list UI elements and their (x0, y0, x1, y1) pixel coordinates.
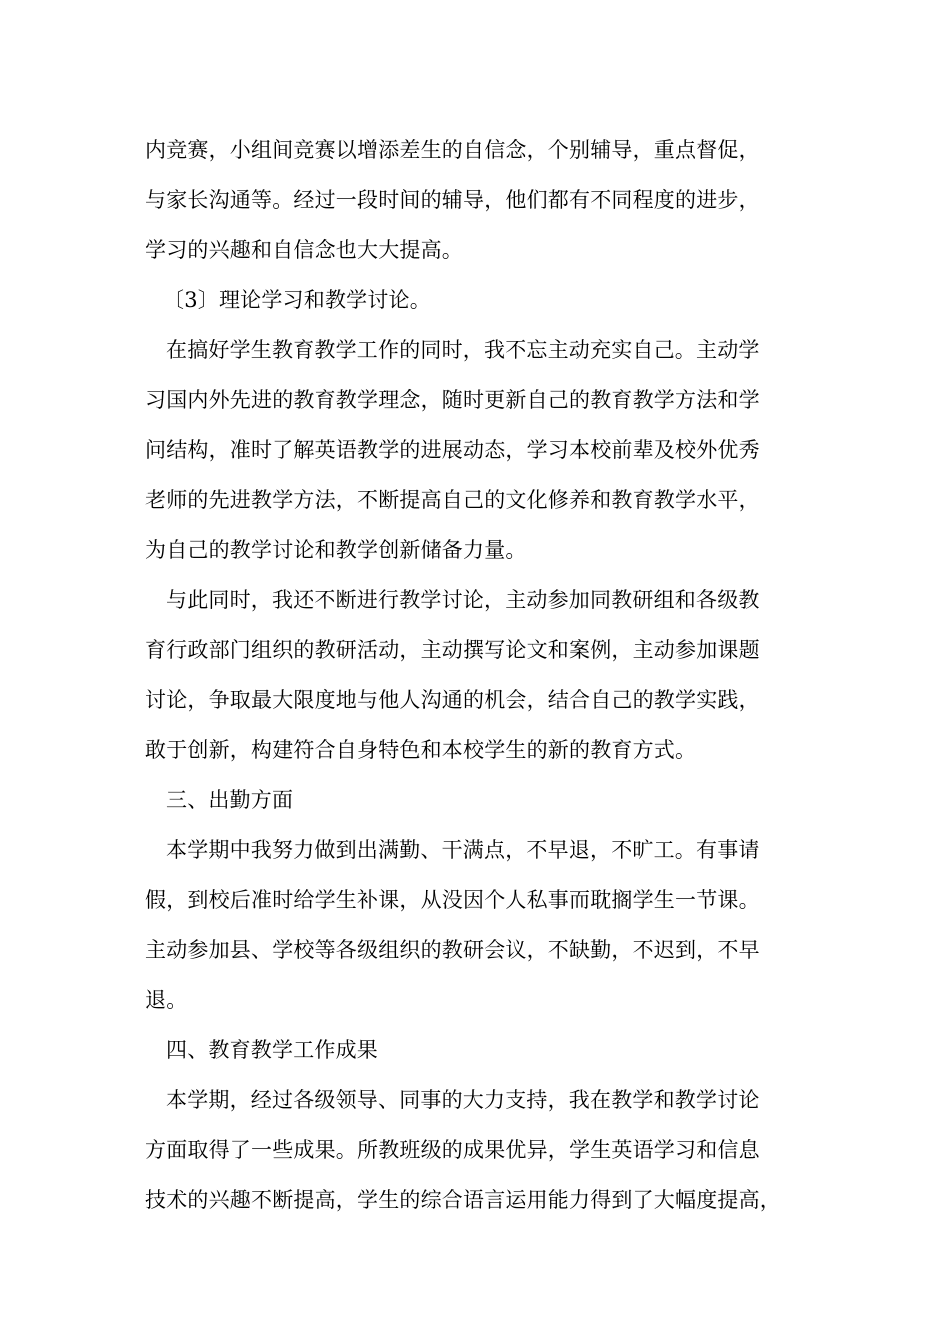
text-line: 老师的先进教学方法，不断提高自己的文化修养和教育教学水平， (145, 488, 760, 512)
text-line: 假，到校后准时给学生补课，从没因个人私事而耽搁学生一节课。 (145, 888, 760, 912)
section-heading: 四、教育教学工作成果 (166, 1038, 378, 1062)
text-line: 问结构，准时了解英语教学的进展动态，学习本校前辈及校外优秀 (145, 438, 760, 462)
text-line: 讨论，争取最大限度地与他人沟通的机会，结合自己的教学实践， (145, 688, 760, 712)
text-line: 学习的兴趣和自信念也大大提高。 (145, 238, 463, 262)
text-line: 方面取得了一些成果。所教班级的成果优异，学生英语学习和信息 (145, 1138, 760, 1162)
text-line: 技术的兴趣不断提高，学生的综合语言运用能力得到了大幅度提高， (145, 1188, 781, 1212)
section-heading: 〔3〕理论学习和教学讨论。 (163, 288, 431, 312)
text-line: 内竞赛，小组间竞赛以增添差生的自信念，个别辅导，重点督促， (145, 138, 760, 162)
text-line: 育行政部门组织的教研活动，主动撰写论文和案例，主动参加课题 (145, 638, 760, 662)
text-line: 与此同时，我还不断进行教学讨论，主动参加同教研组和各级教 (166, 588, 760, 612)
text-line: 敢于创新，构建符合自身特色和本校学生的新的教育方式。 (145, 738, 697, 762)
text-line: 与家长沟通等。经过一段时间的辅导，他们都有不同程度的进步， (145, 188, 760, 212)
text-line: 主动参加县、学校等各级组织的教研会议，不缺勤，不迟到，不早 (145, 938, 760, 962)
text-line: 习国内外先进的教育教学理念，随时更新自己的教育教学方法和学 (145, 388, 760, 412)
text-line: 本学期中我努力做到出满勤、干满点，不早退，不旷工。有事请 (166, 838, 760, 862)
text-line: 为自己的教学讨论和教学创新储备力量。 (145, 538, 527, 562)
text-line: 在搞好学生教育教学工作的同时，我不忘主动充实自己。主动学 (166, 338, 760, 362)
section-heading: 三、出勤方面 (166, 788, 294, 812)
text-line: 退。 (145, 988, 188, 1012)
text-line: 本学期，经过各级领导、同事的大力支持，我在教学和教学讨论 (166, 1088, 760, 1112)
